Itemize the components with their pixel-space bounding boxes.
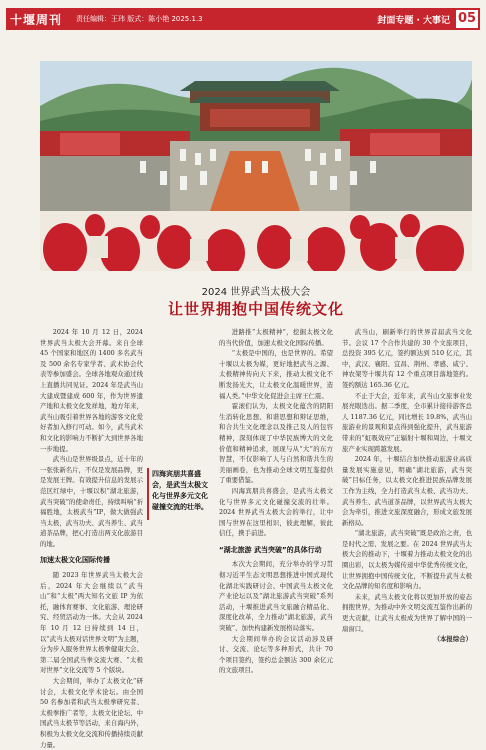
paragraph: 四海宾朋共喜盛会，是武当太极文化与世界多元文化碰撞交流的壮举。2024 世界武当太极大会的举行，让中国与世界在这里相识，彼此理解，彼此信任，携手前进。 xyxy=(219,486,333,538)
source-credit: （本报综合） xyxy=(433,635,472,644)
paragraph: 2024 年，十堰结合加快推动旅游业高质量发展实施意见，明确“湖北旅游，武当突破”目标任务，以太极文化推进民族品牌发展工作为主线，全力打造武当太极、武当功夫、武当养生、武当道茶品牌，以世界武当太极大会为牵引，推进文旅深度融合，形成文旅发展新格局。 xyxy=(342,455,472,527)
paragraph: 本次大会期间，充分举办的学习贯彻习近平生态文明思想推进中国式现代化湖北实践研讨会、中国武当太极文化产业论坛以及“湖北旅游武当突破”系列活动，十堰推进武当文旅融合精品化、深度化改革，全力推动“湖北旅游，武当突破”、加快构建新发展格局落实。 xyxy=(219,560,333,633)
masthead: 十堰周刊 xyxy=(10,13,63,27)
paragraph: 不止于大会，近年来，武当山文旅事业发展亮眼迭出。据二季度，全市累计接待游客总人 1187.36 亿元，同比增长 19.8%，武当山旅游业的景观和景点得到强化提升，武当旅游带来的“虹吸效应”正辐射十堰和周边，十堰文旅产业实现跨越发展。 xyxy=(342,391,472,453)
paragraph: 2024 年 10 月 12 日，2024 世界武当太极大会开幕。来自全球 45 个国家和地区的 1400 多名武当及 500 余名专家学者、武术协会代表等参加盛会。全球各地观众通过线上直播共同见证。2024 年是武当山大建成暨建成 600 年，作为世界遗产地和太极文化发祥地，地方年来，武当山吸引着世界各地的游客文化爱好者加入修行可动。如今，武当武术和文化的影响力不断扩大到世界各地一步地提。 xyxy=(40,328,143,453)
section-label: 封面专题 · 大事记 xyxy=(377,16,450,26)
tai-chi-performance-photo xyxy=(40,61,472,271)
section-heading: “湖北旅游 武当突破”的具体行动 xyxy=(219,545,322,554)
paragraph: 随 2023 年世界武当太极大会后，2024 年大会继续以“武当山”和“太极”两大知名文旅 IP 为依托，融体育赛事、文化旅游、理论研究、经贸活动为一体。大会从 2024 年 10 月 12 日持续到 14 日，以“武当太极对话世界文明”为主题，分为步入服务世界太极拳健康大会、第二届全国武当拳交流大赛、“太极对世界”文化交流等 5 个版块。 xyxy=(40,571,143,675)
pull-quote-rule xyxy=(147,468,149,520)
paragraph: 大会期间举办的会议活动涉及研讨、交流、论坛等多种形式，共计 70 个项目签约，签约总金额达 300 余亿元的文旅项目。 xyxy=(219,634,333,675)
paragraph: 武当山，刷新举行的世界首届武当文化节。会议 17 个合作共建的 30 个文旅项目，总投资 395 亿元，签约额达到 510 亿元，其中，武汉、襄阳、宜昌、荆州、孝感、咸宁、神农架等十堰共有 12 个重点项目落地签约。签约额达 165.36 亿元。 xyxy=(342,328,472,389)
article-column-3 xyxy=(342,327,472,645)
pull-quote: 四海宾朋共喜盛会，是武当太极文化与世界多元文化碰撞交流的壮举。 xyxy=(152,470,208,511)
paragraph: 进路推“太极精神”，挖掘太极文化的当代价值，加速太极文化国际传播。 xyxy=(219,328,333,347)
article-column-1 xyxy=(40,327,143,750)
editor-credits: 责任编辑：王玮 版式：陈小艳 2025.1.3 xyxy=(76,15,203,23)
paragraph: 霍滚们认为，太极文化蕴含的阴阳生消转化思想、和谐思想和辩证思维，和合共生文化理念以及推己及人的包容精神，深刻体现了中华民族博大的文化价值和精神追求，展现与从“大”的东方智慧，不仅影响了人与自然和谐共生的美丽画卷，也为推动全球文明互鉴提供了重要借鉴。 xyxy=(219,402,333,485)
section-heading: 加速太极文化国际传播 xyxy=(40,556,110,565)
article-column-2 xyxy=(219,327,333,676)
paragraph: “太极是中国的，也是世界的。希望十堰以太极为媒，更好地把武当之源、太极精神传向天下来，推动太极文化不断发扬光大，让太极文化温暖世界，造福人类。”中华文化促进会主席王仁震。 xyxy=(219,349,333,400)
article-subtitle: 2024 世界武当太极大会 xyxy=(201,287,311,298)
photo-illustration xyxy=(40,61,472,271)
paragraph: 大会期间，举办了太极文化“研讨会，太极文化学术论坛。由全国 50 名参加者和武当太极拳研究者、太极拳推广者等，太极文化论坛、中国武当太极节等活动，来自海内外，积极为太极文化交流和传播持续贡献力量。 xyxy=(40,677,143,749)
paragraph: 未来，武当太极文化将以更加开放的姿态拥抱世界，为推动中外文明交流互鉴作出新的更大贡献，让武当太极成为世界了解中国的一扇窗口。 xyxy=(342,592,472,633)
paragraph: 武当山是世界级景点，近十年的一张张新名片，不仅是发展品牌，更是发展王牌。有效提升信息的发展示范区红绿中，十堰以积“湖北旅游，武当突破”的使命责任，持续叫响“祈福胜地，太极武当”IP，做大做强武当太极，武当功夫、武当养生、武当道茶品牌，把心打造出两支化旅游目的地。 xyxy=(40,455,143,548)
paragraph: “湖北旅游，武当突破”既是政治之责，也是时代之需、发展之要。在 2024 世界武当太极大会的推动下，十堰着力推动太极文化的出圈出彩，以太极为媒传递中华优秀传统文化，让世界拥抱中国传统文化，不断提升武当太极文化品牌的知名度和影响力。 xyxy=(342,529,472,591)
article-title: 让世界拥抱中国传统文化 xyxy=(167,300,344,318)
page-header xyxy=(6,8,480,30)
page-number: 05 xyxy=(457,11,477,26)
